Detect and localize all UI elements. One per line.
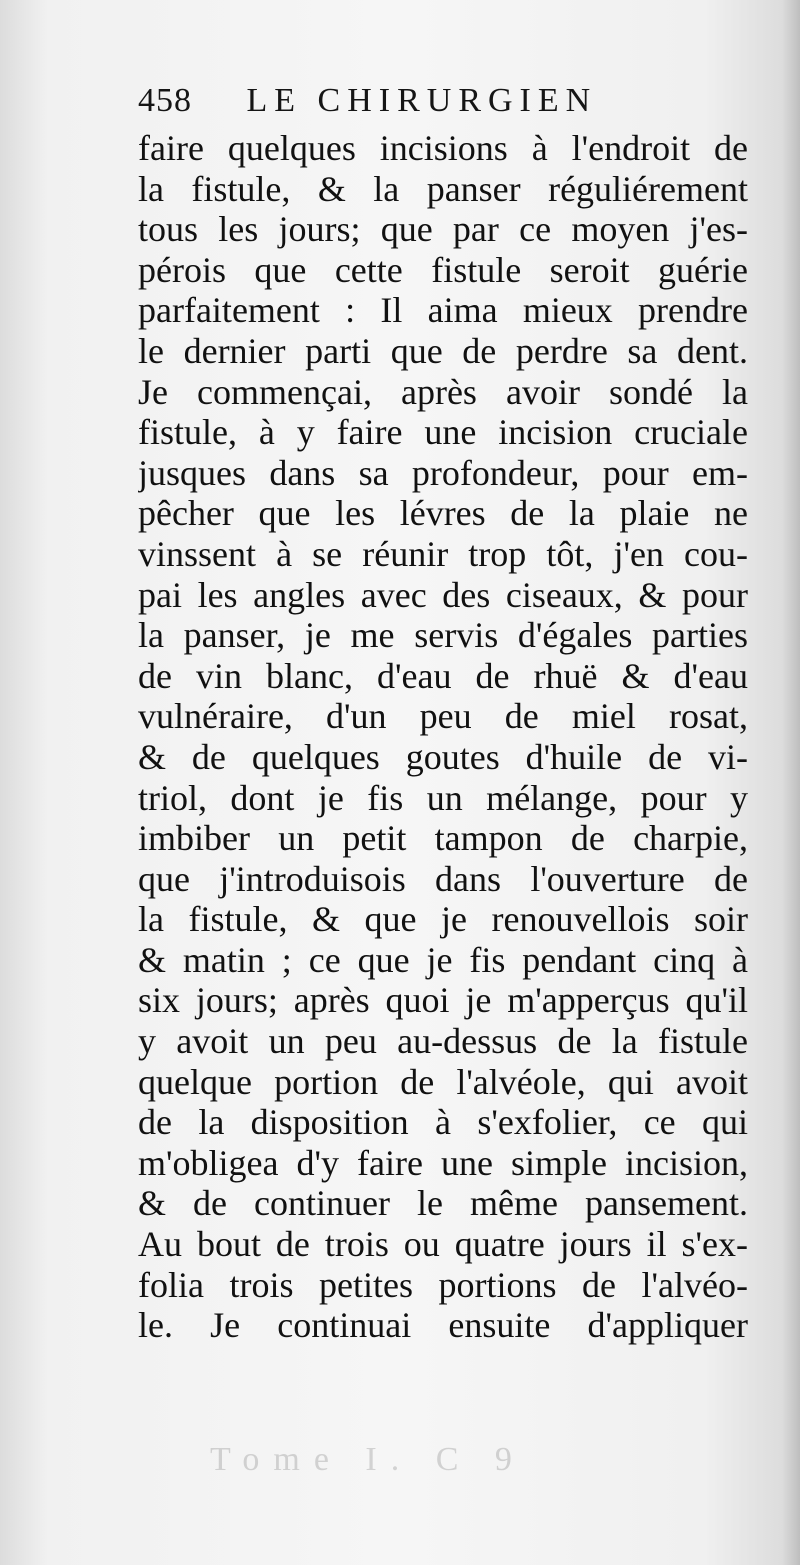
text-line: vulnéraire, d'un peu de miel rosat, [138, 696, 748, 737]
text-line: tous les jours; que par ce moyen j'es- [138, 209, 748, 250]
page-edge-shadow [782, 0, 800, 1565]
text-line: de vin blanc, d'eau de rhuë & d'eau [138, 655, 748, 696]
text-line: triol, dont je fis un mélange, pour y [138, 777, 748, 818]
text-line: jusques dans sa profondeur, pour em- [138, 452, 748, 493]
text-line: m'obligea d'y faire une simple incision, [138, 1142, 748, 1183]
text-line: vinssent à se réunir trop tôt, j'en cou- [138, 533, 748, 574]
text-line: six jours; après quoi je m'apperçus qu'il [138, 980, 748, 1021]
text-line: pêcher que les lévres de la plaie ne [138, 493, 748, 534]
text-line: imbiber un petit tampon de charpie, [138, 818, 748, 859]
text-line: Au bout de trois ou quatre jours il s'ex- [138, 1224, 748, 1265]
text-line: que j'introduisois dans l'ouverture de [138, 858, 748, 899]
text-line: Je commençai, après avoir sondé la [138, 371, 748, 412]
text-line: y avoit un peu au-dessus de la fistule [138, 1021, 748, 1062]
text-line: la fistule, & la panser réguliérement [138, 168, 748, 209]
body-text [138, 128, 748, 1346]
text-line: quelque portion de l'alvéole, qui avoit [138, 1061, 748, 1102]
text-line: folia trois petites portions de l'alvéo- [138, 1264, 748, 1305]
text-line: le. Je continuai ensuite d'appliquer [138, 1305, 748, 1346]
text-line: & de quelques goutes d'huile de vi- [138, 736, 748, 777]
text-line: pérois que cette fistule seroit guérie [138, 249, 748, 290]
text-line: la fistule, & que je renouvellois soir [138, 899, 748, 940]
text-line: faire quelques incisions à l'endroit de [138, 128, 748, 168]
page-header [138, 78, 758, 124]
faint-footer-text: Tome I. C 9 [210, 1441, 526, 1478]
text-line: fistule, à y faire une incision cruciale [138, 412, 748, 453]
text-line: de la disposition à s'exfolier, ce qui [138, 1102, 748, 1143]
page-number: 458 [138, 82, 192, 119]
text-line: le dernier parti que de perdre sa dent. [138, 330, 748, 371]
text-line: pai les angles avec des ciseaux, & pour [138, 574, 748, 615]
text-line: & matin ; ce que je fis pendant cinq à [138, 939, 748, 980]
running-head: LE CHIRURGIEN [246, 82, 598, 119]
text-line: & de continuer le même pansement. [138, 1183, 748, 1224]
text-line: parfaitement : Il aima mieux prendre [138, 290, 748, 331]
text-line: la panser, je me servis d'égales parties [138, 615, 748, 656]
